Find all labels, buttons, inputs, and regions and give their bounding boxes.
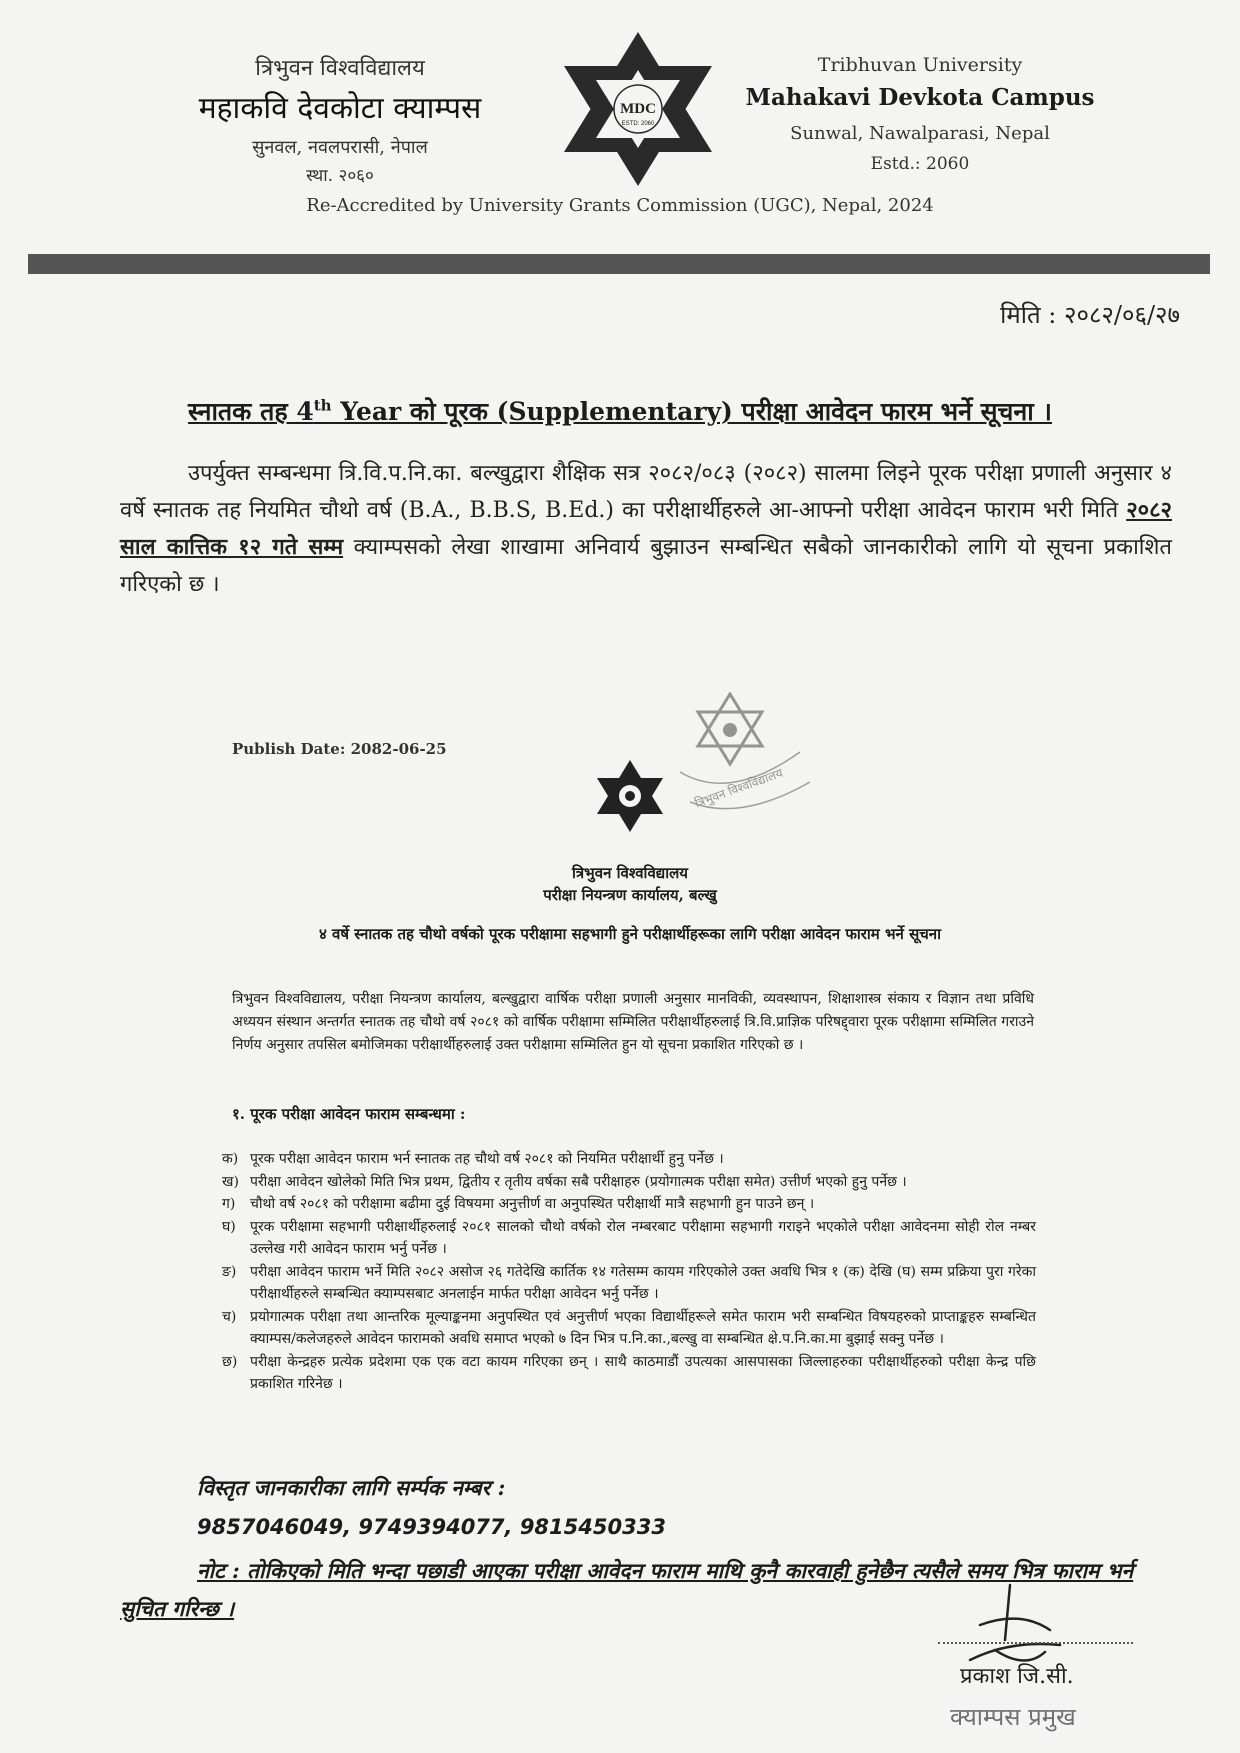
body-part-2: क्याम्पसको लेखा शाखामा अनिवार्य बुझाउन सम्बन्धित सबैको जानकारीको लागि यो सूचना प्रकाशित गरिएको छ । — [120, 535, 1172, 597]
en-address: Sunwal, Nawalparasi, Nepal — [790, 123, 1050, 144]
embedded-body: त्रिभुवन विश्वविद्यालय, परीक्षा नियन्त्रण कार्यालय, बल्खुद्वारा वार्षिक परीक्षा प्रणाली अनुसार मानविकी, व्यवस्थापन, शिक्षाशास्त्र संकाय र विज्ञान तथा प्रविधि अध्ययन संस्थान अन्तर्गत स्नातक तह चौथो वर्ष २०८१ को वार्षिक परीक्षामा सम्मिलित परीक्षार्थीहरुलाई त्रि.वि.प्राज्ञिक परिषद्द्वारा पूरक परीक्षामा सम्मिलित गराउने निर्णय अनुसार तपसिल बमोजिमका परीक्षार्थीहरुलाई उक्त परीक्षामा सम्मिलित हुन यो सूचना प्रकाशित गरिएको छ । — [232, 991, 1034, 1053]
title-post: Year को पूरक (Supplementary) परीक्षा आवेदन फारम भर्ने सूचना । — [331, 397, 1052, 426]
embedded-office: परीक्षा नियन्त्रण कार्यालय, बल्खु — [543, 886, 717, 904]
ne-campus-name: महाकवि देवकोटा क्याम्पस — [198, 91, 482, 126]
deadline-date: २०८२ साल कात्तिक १२ गते सम्म — [120, 497, 1172, 560]
notice-body — [120, 455, 1172, 603]
signature-line — [938, 1642, 1133, 1644]
list-item: छ) परीक्षा केन्द्रहरु प्रत्येक प्रदेशमा एक एक वटा कायम गरिएका छन् । साथै काठमाडौं उपत्यका आसपासका जिल्लाहरुका परीक्षार्थीहरुको परीक्षा केन्द्र पछि प्रकाशित गरिनेछ । — [222, 1353, 1036, 1392]
en-estd: Estd.: 2060 — [870, 154, 970, 174]
list-item: घ) पूरक परीक्षामा सहभागी परीक्षार्थीहरुलाई २०८१ सालको चौथो वर्षको रोल नम्बरबाट परीक्षामा सहभागी गराइने भएकोले परीक्षा आवेदनमा सोही रोल नम्बर उल्लेख गरी आवेदन फाराम भर्नु पर्नेछ । — [222, 1218, 1036, 1257]
title-sup: th — [313, 396, 332, 415]
ne-university: त्रिभुवन विश्वविद्यालय — [255, 56, 425, 81]
list-item: क) पूरक परीक्षा आवेदन फाराम भर्न स्नातक तह चौथो वर्ष २०८१ को नियमित परीक्षार्थी हुनु पर्नेछ । — [222, 1151, 724, 1167]
date-line: मिति : २०८२/०६/२७ — [1000, 301, 1180, 329]
ne-address: सुनवल, नवलपरासी, नेपाल — [252, 137, 428, 158]
svg-text:MDC: MDC — [620, 101, 656, 117]
note-text: नोट : तोकिएको मिति भन्दा पछाडी आएका परीक्षा आवेदन फाराम माथि कुनै कारवाही हुनेछैन त्यसैले समय भित्र फाराम भर्न सुचित गरिन्छ । — [120, 1558, 1134, 1621]
accreditation-line: Re-Accredited by University Grants Commission (UGC), Nepal, 2024 — [306, 195, 934, 216]
list-item: ख) परीक्षा आवेदन खोलेको मिति भित्र प्रथम, द्वितीय र तृतीय वर्षका सबै परीक्षाहरु (प्रयोगात्मक परीक्षा समेत) उत्तीर्ण भएको हुनु पर्नेछ । — [222, 1173, 907, 1190]
embedded-items — [222, 1148, 1036, 1396]
en-campus-name: Mahakavi Devkota Campus — [745, 84, 1095, 111]
office-stamp-icon — [660, 692, 820, 842]
header-divider — [28, 254, 1210, 274]
notice-title — [60, 394, 1180, 428]
signatory-name: प्रकाश जि.सी. — [960, 1664, 1074, 1689]
list-item: च) प्रयोगात्मक परीक्षा तथा आन्तरिक मूल्याङ्कनमा अनुपस्थित एवं अनुत्तीर्ण भएका विद्यार्थीहरूले समेत फाराम भरी सम्बन्धित विषयहरुको प्राप्ताङ्कहरु सम्बन्धित क्याम्पस/कलेजहरुले आवेदन फारामको अवधि समाप्त भएको ७ दिन भित्र प.नि.का.,बल्खु वा सम्बन्धित क्षे.प.नि.का.मा बुझाई सक्नु पर्नेछ । — [222, 1308, 1036, 1347]
contact-label: विस्तृत जानकारीका लागि सर्म्पक नम्बर : — [197, 1475, 506, 1500]
body-part-1: उपर्युक्त सम्बन्धमा त्रि.वि.प.नि.का. बल्खुद्वारा शैक्षिक सत्र २०८२/०८३ (२०८२) सालमा लिइने पूरक परीक्षा प्रणाली अनुसार ४ वर्षे स्नातक तह नियमित चौथो वर्ष (B.A., B.B.S, B.Ed.) का परीक्षार्थीहरुले आ-आफ्नो परीक्षा आवेदन फाराम भरी मिति — [120, 461, 1172, 523]
list-item: ग) चौथो वर्ष २०८१ को परीक्षामा बढीमा दुई विषयमा अनुत्तीर्ण वा अनुपस्थित परीक्षार्थी मात्रै सहभागी हुन पाउने छन् । — [222, 1196, 815, 1212]
embedded-university: त्रिभुवन विश्वविद्यालय — [572, 864, 688, 882]
campus-logo — [558, 28, 718, 190]
embedded-section-title: १. पूरक परीक्षा आवेदन फाराम सम्बन्धमा : — [232, 1105, 466, 1123]
en-university: Tribhuvan University — [817, 54, 1023, 76]
letterhead-english — [735, 54, 1105, 174]
letterhead-nepali — [150, 52, 530, 186]
ne-estd: स्था. २०६० — [306, 166, 374, 186]
embedded-title: ४ वर्षे स्नातक तह चौथो वर्षको पूरक परीक्षामा सहभागी हुने परीक्षार्थीहरूका लागि परीक्षा आवेदन फाराम भर्ने सूचना — [319, 925, 941, 943]
embedded-header — [380, 862, 880, 906]
contact-numbers: 9857046049, 9749394077, 9815450333 — [197, 1515, 666, 1539]
list-item: ङ) परीक्षा आवेदन फाराम भर्ने मिति २०८२ असोज २६ गतेदेखि कार्तिक १४ गतेसम्म कायम गरिएकोले उक्त अवधि भित्र १ (क) देखि (घ) सम्म प्रक्रिया पुरा गरेका परीक्षार्थीहरुले सम्बन्धित क्याम्पसबाट अनलाईन मार्फत परीक्षा आवेदन भर्नु पर्नेछ । — [222, 1263, 1036, 1302]
tu-emblem-icon — [595, 758, 665, 834]
svg-text:त्रिभुवन विश्वविद्यालय: त्रिभुवन विश्वविद्यालय — [693, 765, 785, 811]
publish-date: Publish Date: 2082-06-25 — [232, 740, 447, 758]
signatory-title: क्याम्पस प्रमुख — [950, 1703, 1076, 1731]
title-pre: स्नातक तह 4 — [188, 397, 314, 426]
svg-text:ESTD: 2060: ESTD: 2060 — [621, 121, 655, 127]
